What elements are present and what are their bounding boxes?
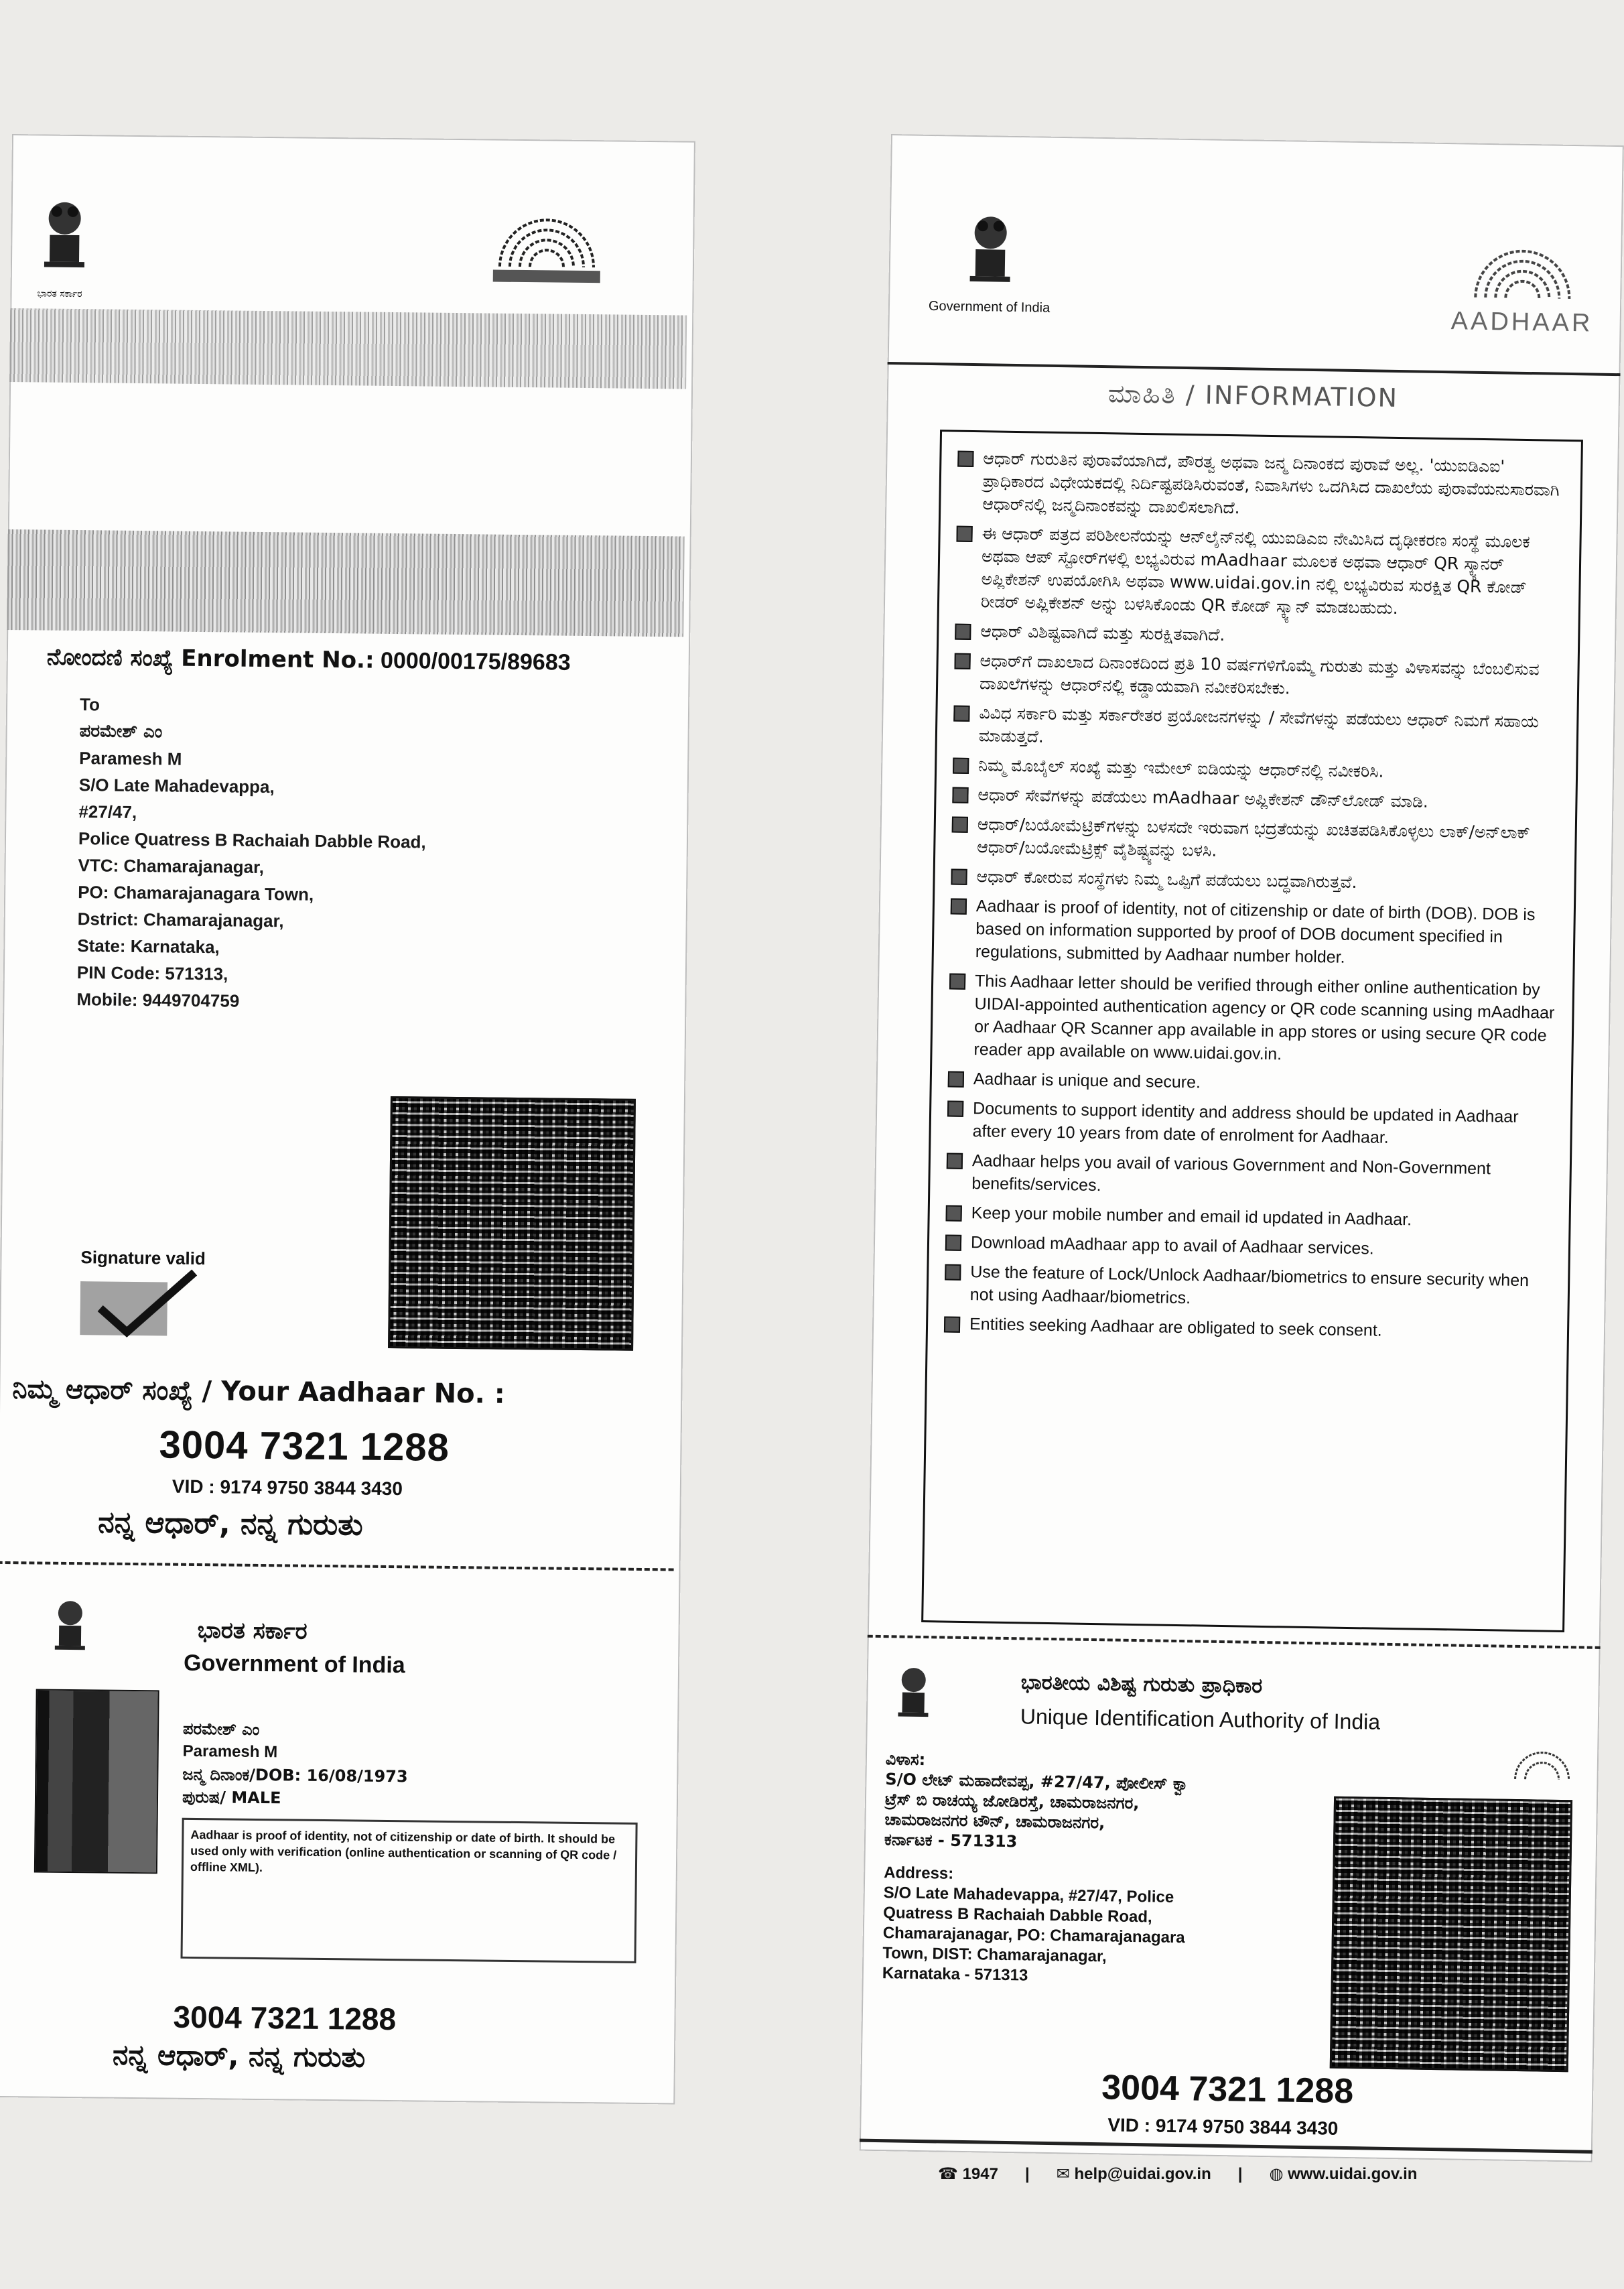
info-item: Use the feature of Lock/Unlock Aadhaar/biometrics to ensure security when not using Aadhaar/biometrics. [945, 1260, 1552, 1315]
address-line: PO: Chamarajanagara Town, [78, 882, 314, 905]
bullet-icon [951, 899, 967, 915]
enrolment-row [47, 644, 571, 676]
aadhaar-word: AADHAAR [1450, 307, 1593, 338]
card-gov-english: Government of India [183, 1650, 405, 1679]
bullet-icon [952, 817, 968, 833]
qr-code [1330, 1796, 1572, 2073]
bullet-icon [955, 624, 971, 640]
address-kannada-line: S/O ಲೇಟ್ ಮಹಾದೇವಪ್ಪ, #27/47, ಪೋಲೀಸ್ ಕ್ವಾ [885, 1770, 1189, 1794]
aadhaar-small-logo-icon [1508, 1739, 1576, 1787]
bullet-icon [951, 869, 967, 885]
info-item: ಆಧಾರ್ ಕೋರುವ ಸಂಸ್ಥೆಗಳು ನಿಮ್ಮ ಒಪ್ಪಿಗೆ ಪಡೆಯಲು ಬದ್ಧವಾಗಿರುತ್ತವೆ. [951, 865, 1558, 897]
card-details [182, 1717, 409, 1811]
info-item: This Aadhaar letter should be verified through either online authentication by UIDAI-appointed authentication agency or QR code scanning using mAadhaar or Aadhaar QR Scanner app available in app stores or using secure QR code reader app available on www.uidai.gov.in. [948, 970, 1556, 1070]
ashoka-emblem-icon [963, 202, 1018, 297]
cut-line [868, 1635, 1601, 1649]
card-gov-kannada: ಭಾರತ ಸರ್ಕಾರ [197, 1617, 308, 1645]
bullet-icon [953, 758, 969, 774]
info-item: ಆಧಾರ್ ವಿಶಿಷ್ಟವಾಗಿದೆ ಮತ್ತು ಸುರಕ್ಷಿತವಾಗಿದೆ. [955, 620, 1562, 652]
gov-label: Government of India [928, 298, 1051, 316]
bullet-icon [954, 653, 970, 669]
address-line: S/O Late Mahadevappa, [78, 775, 275, 797]
address-english-line: Town, DIST: Chamarajanagar, [882, 1944, 1107, 1966]
cut-line [0, 1561, 674, 1571]
card-aadhaar-number: 3004 7321 1288 [173, 1999, 397, 2037]
bullet-icon [953, 706, 969, 722]
footer [938, 2164, 1615, 2184]
address-line: VTC: Chamarajanagar, [78, 855, 265, 877]
aadhaar-logo-block [1450, 230, 1594, 338]
card-photo [34, 1689, 159, 1874]
info-item: Documents to support identity and address should be updated in Aadhaar after every 10 years from date of enrolment for Aadhaar. [947, 1097, 1554, 1152]
header-band [9, 308, 687, 389]
enrolment-number: 0000/00175/89683 [380, 647, 571, 675]
address-line: PIN Code: 571313, [76, 962, 228, 984]
info-item: Entities seeking Aadhaar are obligated to seek consent. [944, 1312, 1551, 1344]
ashoka-emblem-icon [50, 1589, 90, 1663]
signature-label: Signature valid [80, 1247, 206, 1269]
card-note-box [181, 1818, 638, 1963]
mail-icon: ✉ [1056, 2165, 1070, 2183]
bullet-icon [944, 1316, 960, 1332]
info-item: Aadhaar is proof of identity, not of citizenship or date of birth (DOB). DOB is based on information supported by proof of DOB document specified in regulations, submitted by Aadhaar number holder. [950, 895, 1558, 972]
bullet-icon [945, 1264, 961, 1280]
uidai-english: Unique Identification Authority of India [1020, 1704, 1381, 1734]
address-line: Police Quatress B Rachaiah Dabble Road, [78, 828, 426, 852]
info-item: ಆಧಾರ್ ಗುರುತಿನ ಪುರಾವೆಯಾಗಿದೆ, ಪೌರತ್ವ ಅಥವಾ ಜನ್ಮ ದಿನಾಂಕದ ಪುರಾವೆ ಅಲ್ಲ. 'ಯುಐಡಿಎಐ' ಪ್ರಾಧಿಕಾರದ ವಿಧೇಯಕದಲ್ಲಿ ನಿರ್ದಿಷ್ಟಪಡಿಸಿರುವಂತೆ, ನಿವಾಸಿಗಳು ಒದಗಿಸಿದ ದಾಖಲೆಯ ಪುರಾವೆಯನುಸಾರವಾಗಿ ಆಧಾರ್‌ನಲ್ಲಿ ಜನ್ಮದಿನಾಂಕವನ್ನು ದಾಖಲಿಸಲಾಗಿದೆ. [957, 447, 1564, 525]
signature-check-icon [80, 1268, 214, 1343]
email-address: help@uidai.gov.in [1074, 2165, 1211, 2183]
card-dob: ಜನ್ಮ ದಿನಾಂಕ/DOB: 16/08/1973 [182, 1764, 408, 1786]
info-item: Download mAadhaar app to avail of Aadhaar services. [945, 1230, 1552, 1262]
header-rule [888, 362, 1621, 376]
bullet-icon [948, 1071, 964, 1088]
bullet-icon [946, 1205, 962, 1221]
info-item: Aadhaar helps you avail of various Government and Non-Government benefits/services. [946, 1149, 1554, 1203]
divider: | [1024, 2164, 1030, 2183]
info-item: ಆಧಾರ್/ಬಯೋಮೆಟ್ರಿಕ್‌ಗಳನ್ನು ಬಳಸದೇ ಇರುವಾಗ ಭದ್ರತೆಯನ್ನು ಖಚಿತಪಡಿಸಿಕೊಳ್ಳಲು ಲಾಕ್/ಅನ್‌ಲಾಕ್ ಆಧಾರ್/ಬಯೋಮೆಟ್ರಿಕ್ಸ್ ವೈಶಿಷ್ಟ್ಯವನ್ನು ಬಳಸಿ. [951, 813, 1559, 868]
signature-block [80, 1247, 215, 1346]
card-name-kannada: ಪರಮೇಶ್ ಎಂ [182, 1719, 260, 1739]
vid: VID : 9174 9750 3844 3430 [172, 1476, 403, 1500]
address-kannada-line: ಕರ್ನಾಟಕ - 571313 [884, 1830, 1018, 1851]
ashoka-emblem-icon [893, 1655, 935, 1729]
website: www.uidai.gov.in [1288, 2165, 1418, 2183]
emblem [37, 188, 92, 304]
bullet-icon [957, 451, 973, 467]
right-sheet [860, 134, 1624, 2162]
divider: | [1237, 2164, 1243, 2183]
phone-number: 1947 [962, 2165, 998, 2183]
phone-icon: ☎ [938, 2165, 958, 2183]
info-item: ಈ ಆಧಾರ್ ಪತ್ರದ ಪರಿಶೀಲನೆಯನ್ನು ಆನ್‌ಲೈನ್‌ನಲ್ಲಿ ಯುಐಡಿಎಐ ನೇಮಿಸಿದ ದೃಢೀಕರಣ ಸಂಸ್ಥೆ ಮೂಲಕ ಅಥವಾ ಆಪ್ ಸ್ಟೋರ್‌ಗಳಲ್ಲಿ ಲಭ್ಯವಿರುವ mAadhaar ಮೂಲಕ ಅಥವಾ ಆಧಾರ್ QR ಸ್ಕ್ಯಾನರ್ ಅಪ್ಲಿಕೇಶನ್ ಉಪಯೋಗಿಸಿ ಅಥವಾ www.uidai.gov.in ನಲ್ಲಿ ಲಭ್ಯವಿರುವ ಸುರಕ್ಷಿತ QR ಕೋಡ್ ರೀಡರ್ ಅಪ್ಲಿಕೇಶನ್ ಅನ್ನು ಬಳಸಿಕೊಂಡು QR ಕೋಡ್ ಸ್ಕ್ಯಾನ್ ಮಾಡಬಹುದು. [955, 522, 1564, 623]
qr-code [388, 1096, 636, 1351]
phone-item [938, 2164, 998, 2184]
your-aadhaar-label: ನಿಮ್ಮ ಆಧಾರ್ ಸಂಖ್ಯೆ / Your Aadhaar No. : [12, 1374, 505, 1410]
bullet-icon [952, 787, 968, 803]
web-item [1269, 2164, 1417, 2184]
bullet-icon [947, 1101, 963, 1117]
aadhaar-number: 3004 7321 1288 [159, 1423, 450, 1469]
globe-icon: ◍ [1269, 2165, 1284, 2183]
card-gender: ಪುರುಷ/ MALE [182, 1787, 281, 1808]
ashoka-emblem-icon [38, 188, 92, 282]
aadhaar-logo-icon [480, 199, 614, 287]
address-english-line: Karnataka - 571313 [882, 1964, 1028, 1985]
tagline: ನನ್ನ ಆಧಾರ್, ನನ್ನ ಗುರುತು [98, 1505, 363, 1543]
address-english-line: Chamarajanagar, PO: Chamarajanagara [882, 1924, 1185, 1947]
bullet-icon [956, 526, 972, 542]
card-tagline: ನನ್ನ ಆಧಾರ್, ನನ್ನ ಗುರುತು [112, 2038, 366, 2074]
enrolment-label: ನೋಂದಣಿ ಸಂಖ್ಯೆ Enrolment No.: [46, 643, 375, 674]
address-line: Mobile: 9449704759 [76, 989, 240, 1011]
info-item: Aadhaar is unique and secure. [948, 1067, 1555, 1100]
email-item [1057, 2164, 1211, 2184]
information-box [921, 430, 1583, 1632]
emblem-caption: ಭಾರತ ಸರ್ಕಾರ [37, 288, 82, 300]
info-item: Keep your mobile number and email id updated in Aadhaar. [945, 1201, 1552, 1233]
bullet-icon [947, 1153, 963, 1169]
address-line: Paramesh M [79, 748, 182, 769]
left-sheet [0, 134, 695, 2105]
address-line: Dstrict: Chamarajanagar, [77, 909, 284, 931]
card-name-english: Paramesh M [182, 1742, 278, 1762]
info-item: ವಿವಿಧ ಸರ್ಕಾರಿ ಮತ್ತು ಸರ್ಕಾರೇತರ ಪ್ರಯೋಜನಗಳನ್ನು / ಸೇವೆಗಳನ್ನು ಪಡೆಯಲು ಆಧಾರ್ ನಿಮಗೆ ಸಹಾಯ ಮಾಡುತ್ತದೆ. [953, 702, 1561, 757]
address-line: State: Karnataka, [77, 935, 220, 958]
address-kannada-line: ಚಾಮರಾಜನಗರ ಟೌನ್, ಚಾಮರಾಜನಗರ, [884, 1810, 1105, 1833]
uidai-kannada: ಭಾರತೀಯ ವಿಶಿಷ್ಟ ಗುರುತು ಪ್ರಾಧಿಕಾರ [1020, 1671, 1263, 1698]
to-label: To [79, 694, 100, 715]
address-english-label: Address: [884, 1863, 954, 1883]
recipient-address [76, 691, 427, 1016]
title-band [7, 529, 685, 637]
info-item: ನಿಮ್ಮ ಮೊಬೈಲ್ ಸಂಖ್ಯೆ ಮತ್ತು ಇಮೇಲ್ ಐಡಿಯನ್ನು ಆಧಾರ್‌ನಲ್ಲಿ ನವೀಕರಿಸಿ. [953, 754, 1560, 786]
card-note: Aadhaar is proof of identity, not of citizenship or date of birth. It should be used only with verification (online authentication or scanning of QR code / offline XML). [190, 1827, 617, 1875]
info-title: ಮಾಹಿತಿ / INFORMATION [1107, 379, 1399, 413]
info-item: ಆಧಾರ್ ಸೇವೆಗಳನ್ನು ಪಡೆಯಲು mAadhaar ಅಪ್ಲಿಕೇಶನ್ ಡೌನ್‌ಲೋಡ್ ಮಾಡಿ. [952, 783, 1559, 815]
info-item: ಆಧಾರ್‌ಗೆ ದಾಖಲಾದ ದಿನಾಂಕದಿಂದ ಪ್ರತಿ 10 ವರ್ಷಗಳಿಗೊಮ್ಮೆ ಗುರುತು ಮತ್ತು ವಿಳಾಸವನ್ನು ಬೆಂಬಲಿಸುವ ದಾಖಲೆಗಳನ್ನು ಆಧಾರ್‌ನಲ್ಲಿ ಕಡ್ಡಾಯವಾಗಿ ನವೀಕರಿಸಬೇಕು. [954, 649, 1562, 704]
address-line: ಪರಮೇಶ್ ಎಂ [79, 721, 163, 742]
bullet-icon [945, 1234, 961, 1250]
aadhaar-logo-icon [1455, 230, 1591, 306]
address-line: #27/47, [78, 801, 137, 823]
bullet-icon [949, 974, 965, 990]
aadhaar-number: 3004 7321 1288 [1101, 2068, 1354, 2111]
gov-emblem-block [929, 202, 1052, 316]
address-english-line: S/O Late Mahadevappa, #27/47, Police [883, 1884, 1174, 1906]
address-kannada-line: ಟ್ರೆಸ್ ಬಿ ರಾಚಯ್ಯ ಜೋಡಿರಸ್ತೆ, ಚಾಮರಾಜನಗರ, [884, 1790, 1140, 1813]
vid: VID : 9174 9750 3844 3430 [1107, 2114, 1339, 2139]
footer-rule [860, 2139, 1593, 2154]
address-block [882, 1749, 1301, 1990]
aadhaar-card [32, 1582, 661, 2085]
address-english-line: Quatress B Rachaiah Dabble Road, [883, 1904, 1152, 1926]
address-kannada-label: ವಿಳಾಸ: [885, 1750, 926, 1770]
